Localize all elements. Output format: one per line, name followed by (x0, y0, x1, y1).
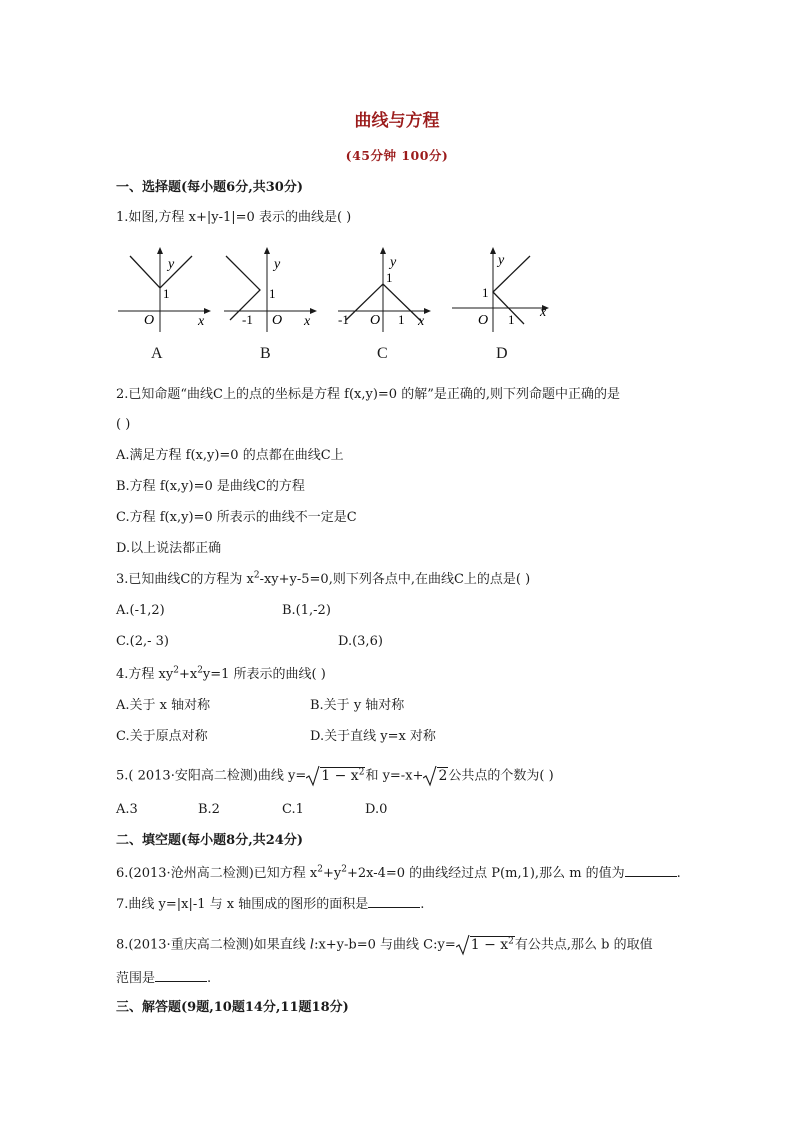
graph-a-y-arrow (157, 247, 163, 254)
q4-stem-post: y=1 所表示的曲线( ) (202, 667, 326, 682)
q5-radicand-1: 1 − x (321, 768, 359, 784)
graph-a-one: 1 (163, 286, 170, 301)
q4-option-a: A.关于 x 轴对称 (116, 698, 211, 713)
q6-stem (116, 864, 681, 882)
q3-stem-post: -xy+y-5=0,则下列各点中,在曲线C上的点是( ) (259, 572, 531, 587)
q6-sup-1: 2 (317, 864, 323, 875)
graph-c-label: C (377, 345, 388, 362)
q7-stem-pre: 7.曲线 y=|x|-1 与 x 轴围成的图形的面积是 (116, 897, 369, 912)
graph-a-label: A (151, 345, 163, 362)
graph-a-x-arrow (204, 308, 211, 314)
graph-c-curve (346, 284, 422, 322)
q6-stem-post: . (676, 866, 681, 881)
q5-radical-sign-1 (306, 765, 320, 787)
q1-stem: 1.如图,方程 x+|y-1|=0 表示的曲线是( ) (116, 210, 352, 225)
q5-sqrt-1 (306, 765, 365, 787)
q4-option-c: C.关于原点对称 (116, 729, 208, 744)
q6-stem-pre: 6.(2013·沧州高二检测)已知方程 x (116, 866, 318, 881)
graph-a (116, 244, 212, 334)
q8-sqrt (456, 934, 515, 956)
graph-a-x-label: x (198, 314, 205, 329)
q5-option-b: B.2 (198, 802, 220, 817)
graph-d (450, 244, 552, 334)
q3-option-d: D.(3,6) (338, 634, 383, 649)
q8-sup: 2 (508, 936, 514, 947)
section-2-heading: 二、填空题(每小题8分,共24分) (116, 833, 303, 848)
q2-option-c: C.方程 f(x,y)=0 所表示的曲线不一定是C (116, 510, 357, 525)
q3-sup: 2 (253, 570, 260, 581)
q5-sup: 2 (358, 767, 365, 778)
q7-stem-post: . (420, 897, 425, 912)
graph-a-curve (130, 256, 192, 288)
q8-stem-post: 有公共点,那么 b 的取值 (514, 937, 653, 953)
graph-c-x-arrow (424, 308, 431, 314)
graph-c-origin: O (370, 313, 381, 328)
graph-b-neg-one: -1 (242, 312, 253, 327)
q2-stem-paren: ( ) (116, 417, 131, 432)
page-title: 曲线与方程 (354, 111, 440, 131)
q6-stem-mid1: +y (322, 866, 342, 881)
graph-c-y-arrow (380, 247, 386, 254)
graph-d-origin: O (478, 313, 489, 328)
q5-sqrt-2 (423, 765, 448, 787)
q8-radical-sign (456, 934, 470, 956)
graph-a-origin: O (144, 313, 155, 328)
q5-radicand-2: 2 (438, 768, 448, 784)
q3-option-b: B.(1,-2) (282, 603, 331, 618)
q6-sup-2: 2 (341, 864, 347, 875)
graph-d-y-label: y (498, 253, 505, 268)
graph-b-curve (226, 256, 260, 320)
graph-c-pos-one: 1 (398, 312, 405, 327)
graph-b-label: B (260, 345, 271, 362)
q8-line2-post: . (207, 971, 212, 986)
graph-c-one: 1 (386, 270, 393, 285)
graph-b-x-label: x (304, 314, 311, 329)
q4-option-b: B.关于 y 轴对称 (310, 698, 405, 713)
graph-b (222, 244, 318, 334)
q2-option-a: A.满足方程 f(x,y)=0 的点都在曲线C上 (116, 448, 344, 463)
q8-line2-pre: 范围是 (116, 971, 156, 986)
q5-option-d: D.0 (365, 802, 388, 817)
graph-b-y-arrow (264, 247, 270, 254)
page-subtitle: (45分钟 100分) (345, 148, 449, 163)
q8-stem-mid: :x+y-b=0 与曲线 C:y= (314, 937, 456, 953)
graph-c-x-label: x (418, 314, 425, 329)
graph-d-x-label: x (540, 305, 547, 320)
q3-option-a: A.(-1,2) (116, 603, 165, 618)
q4-sup-2: 2 (197, 665, 203, 676)
graph-a-y-label: y (168, 257, 175, 272)
q3-stem-pre: 3.已知曲线C的方程为 x (116, 572, 254, 587)
graph-d-label: D (496, 345, 508, 362)
graph-d-pos-one: 1 (508, 312, 515, 327)
graph-b-one: 1 (269, 286, 276, 301)
q8-answer-blank[interactable] (155, 969, 207, 982)
q2-option-b: B.方程 f(x,y)=0 是曲线C的方程 (116, 479, 305, 494)
q6-stem-mid2: +2x-4=0 的曲线经过点 P(m,1),那么 m 的值为 (346, 866, 625, 881)
graph-c-y-label: y (390, 255, 397, 270)
q4-stem-mid: +x (178, 667, 198, 682)
q4-stem-pre: 4.方程 xy (116, 667, 174, 682)
q8-stem-pre: 8.(2013·重庆高二检测)如果直线 (116, 937, 310, 953)
q2-option-d: D.以上说法都正确 (116, 541, 222, 556)
q5-stem (116, 765, 554, 787)
graph-d-one: 1 (482, 285, 489, 300)
q4-stem (116, 667, 326, 683)
graph-b-y-label: y (274, 257, 281, 272)
q3-stem (116, 572, 530, 588)
q7-stem (116, 895, 424, 913)
graph-b-origin: O (272, 313, 283, 328)
section-1-heading: 一、选择题(每小题6分,共30分) (116, 180, 303, 195)
q4-sup-1: 2 (173, 665, 179, 676)
q5-stem-mid: 和 y=-x+ (365, 768, 424, 784)
graph-c-neg-one: -1 (338, 312, 349, 327)
q8-stem (116, 934, 653, 956)
graph-b-x-arrow (310, 308, 317, 314)
graph-c (336, 244, 432, 334)
q2-stem: 2.已知命题“曲线C上的点的坐标是方程 f(x,y)=0 的解”是正确的,则下列命题中正确的是 (116, 387, 620, 402)
q8-radicand: 1 − x (470, 937, 509, 953)
q5-option-c: C.1 (282, 802, 304, 817)
q7-answer-blank[interactable] (368, 895, 420, 908)
q3-option-c: C.(2,- 3) (116, 634, 169, 649)
q8-stem-line2 (116, 969, 211, 987)
q8-line-l: l (309, 937, 315, 953)
graph-d-y-arrow (490, 247, 496, 254)
q5-stem-pre: 5.( 2013·安阳高二检测)曲线 y= (116, 768, 307, 784)
q5-stem-post: 公共点的个数为( ) (448, 768, 554, 784)
q5-option-a: A.3 (116, 802, 138, 817)
q6-answer-blank[interactable] (625, 864, 677, 877)
q5-radical-sign-2 (423, 765, 437, 787)
q4-option-d: D.关于直线 y=x 对称 (310, 729, 436, 744)
section-3-heading: 三、解答题(9题,10题14分,11题18分) (116, 1000, 349, 1015)
